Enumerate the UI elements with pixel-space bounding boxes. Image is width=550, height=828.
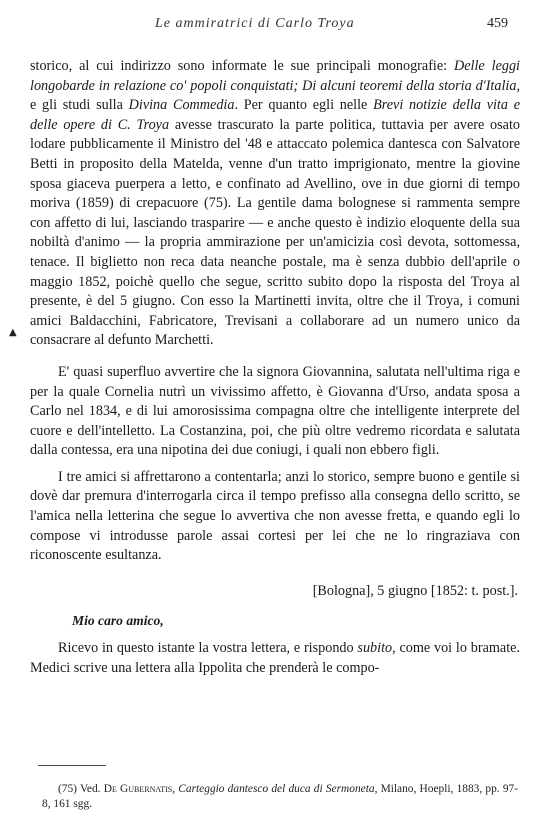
letter-text [30, 639, 520, 678]
letter-dateline: [Bologna], 5 giugno [1852: t. post.]. [312, 582, 518, 599]
text-run: E' quasi superfluo avvertire che la signora Giovannina, salutata nell'ultima riga e per la quale Cornelia nutrì un vivissimo affetto, è Giovanna d'Urso, andata sposa a Carlo nel 1834, e di lui amorosissima compagna oltre che intelligente interprete del cuore e dell'intelletto. La Costanzina, poi, che più oltre vedremo ricordata e salutata dalla contessa, era una nipotina dei due coniugi, i quali non ebbero figli. [30, 363, 520, 459]
italic-text: Delle leggi longobarde in relazione co' popoli conquistati; Di alcuni teoremi della storia d'Italia [30, 58, 520, 94]
italic-text: Carteggio dantesco del duca di Sermoneta [178, 783, 375, 796]
text-run: avesse trascurato la parte politica, tuttavia per avere osato lodare pubblicamente il Ministro del '48 e attaccato polemica dantesca con Salvatore Betti in proposito della Matelda, venne d'un tratto imprigionato, mentre la giovine sposa giaceva puerpera a letto, e confinato ad Avellino, ove in due giorni di tempo moriva (1859) di crepacuore (75). La gentile dama bolognese si rammenta sempre con affetto di lui, lasciando trasparire — e anche questo è indizio eloquente della sua nobiltà d'animo — la propria ammirazione per un'amicizia così devota, sottomessa, tenace. Il biglietto non reca data neanche postale, ma è senza dubbio dell'aprile o maggio 1852, poichè quello che segue, scritto subito dopo la risposta del Troya al presente, è del 5 giugno. Con esso la Martinetti invita, oltre che il Troya, i comuni amici Baldacchini, Fabricatore, Trevisani a collaborare ad un numero unico da consacrare al defunto Marchetti. [30, 116, 520, 349]
paragraph [30, 468, 520, 566]
paragraph [30, 363, 520, 461]
margin-marker-icon: ▲ [9, 327, 17, 338]
paragraph [30, 57, 520, 351]
text-run: storico, al cui indirizzo sono informate le sue principali monografie: [30, 58, 454, 74]
italic-text: Divina Commedia [128, 97, 235, 114]
letter-salutation: Mio caro amico, [72, 613, 164, 629]
page-number: 459 [487, 16, 508, 31]
text-run: . Per quanto egli nelle [234, 97, 374, 114]
body-text [30, 57, 520, 678]
italic-text: subito [357, 640, 393, 657]
italic-text: Brevi notizie della vita e delle opere di C. Troya [30, 97, 521, 133]
text-run: I tre amici si affrettarono a contentarla; anzi lo storico, sempre buono e gentile si dovè dar premura d'interrogarla circa il tempo prefisso alla consegna dello scritto, se l'amica nella letterina che segue lo avvertiva che non avesse fretta, e quando egli lo compose vi introdusse parole assai cortesi per lei che ne lo ringraziava con riconoscente esultanza. [30, 468, 520, 564]
footnote [42, 782, 518, 812]
text-run: , come voi lo bramate. Medici scrive una lettera alla Ippolita che prenderà le compo- [30, 640, 521, 676]
small-caps-text: De Gubernatis [103, 783, 173, 796]
text-run: Ricevo in questo istante la vostra lettera, e rispondo [58, 640, 358, 657]
page-header [0, 14, 550, 34]
running-title: Le ammiratrici di Carlo Troya [155, 16, 355, 31]
text-run: , e gli studi sulla [30, 77, 520, 114]
footnote-divider [38, 765, 106, 766]
text-run: , [172, 783, 179, 796]
text-run: , Milano, Hoepli, 1883, pp. 97-8, 161 sgg. [42, 783, 518, 811]
text-run: (75) Ved. [58, 783, 104, 796]
